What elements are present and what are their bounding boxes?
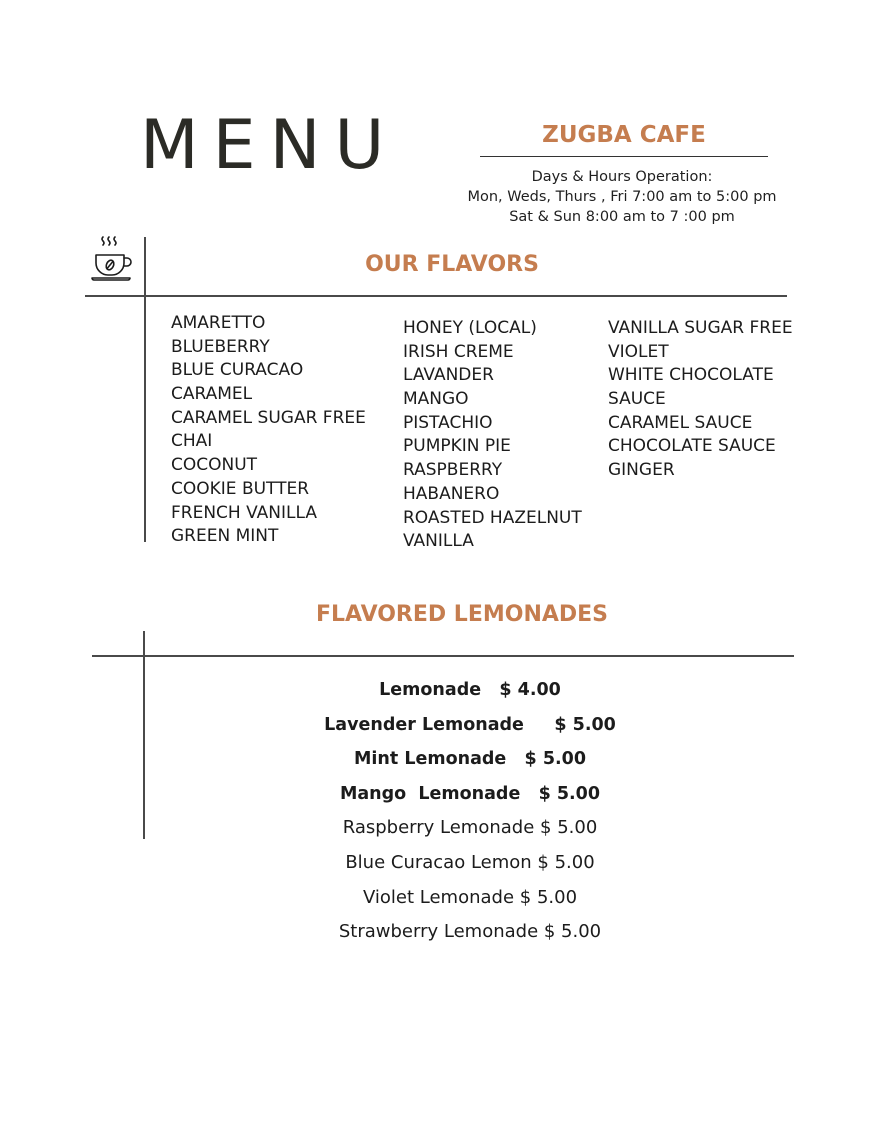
flavor-item: BLUE CURACAO [171, 360, 304, 381]
flavor-item: PUMPKIN PIE [403, 436, 511, 457]
flavor-item: FRENCH VANILLA [171, 502, 317, 523]
hours-weekend: Sat & Sun 8:00 am to 7 :00 pm [509, 209, 735, 225]
lemonade-item: Mint Lemonade $ 5.00 [354, 749, 586, 770]
lemonade-price-list [270, 673, 670, 950]
lemonade-item: Blue Curacao Lemon $ 5.00 [345, 851, 595, 873]
flavor-item: ROASTED HAZELNUT [403, 507, 582, 528]
flavor-item: VANILLA SUGAR FREE [608, 318, 793, 338]
flavors-column-2 [403, 317, 582, 554]
flavor-item: VANILLA [403, 531, 474, 552]
flavor-item: CARAMEL SAUCE [608, 412, 753, 433]
flavors-section-title: OUR FLAVORS [365, 252, 539, 277]
lemonade-item: Strawberry Lemonade $ 5.00 [338, 921, 602, 943]
flavor-item: SAUCE [608, 389, 666, 410]
flavor-item: HONEY (LOCAL) [403, 318, 537, 338]
hours-weekday: Mon, Weds, Thurs , Fri 7:00 am to 5:00 pm [467, 189, 777, 205]
flavor-item: AMARETTO [171, 313, 266, 333]
flavor-item: IRISH CREME [403, 341, 514, 362]
menu-title: MENU [140, 106, 399, 185]
flavor-item: HABANERO [403, 483, 500, 504]
lemonade-item: Mango Lemonade $ 5.00 [339, 783, 601, 804]
lemonades-vertical-rule [143, 631, 145, 839]
lemonade-item: Raspberry Lemonade $ 5.00 [342, 817, 598, 839]
flavor-item: COOKIE BUTTER [171, 478, 310, 499]
flavors-vertical-rule [144, 237, 146, 542]
coffee-cup-icon [88, 235, 136, 285]
flavor-item: CARAMEL SUGAR FREE [171, 407, 366, 428]
flavor-item: BLUEBERRY [171, 336, 270, 357]
flavor-item: PISTACHIO [403, 412, 493, 433]
flavor-item: MANGO [403, 389, 469, 410]
lemonades-horizontal-rule [92, 655, 794, 657]
flavor-item: RASPBERRY [403, 460, 503, 481]
cafe-name: ZUGBA CAFE [542, 122, 706, 148]
flavor-item: WHITE CHOCOLATE [608, 365, 774, 386]
flavor-item: GREEN MINT [171, 526, 279, 547]
flavor-item: CHOCOLATE SAUCE [608, 436, 776, 457]
lemonade-item: Violet Lemonade $ 5.00 [362, 886, 578, 908]
flavor-item: LAVANDER [403, 365, 494, 386]
flavors-horizontal-rule [85, 295, 787, 297]
flavor-item: GINGER [608, 460, 675, 481]
flavor-item: COCONUT [171, 455, 258, 476]
flavor-item: CHAI [171, 431, 213, 452]
hours-label: Days & Hours Operation: [531, 169, 713, 185]
cafe-name-divider [480, 156, 768, 157]
flavor-item: CARAMEL [171, 384, 253, 405]
lemonade-item: Lavender Lemonade $ 5.00 [324, 714, 616, 735]
lemonade-item: Lemonade $ 4.00 [379, 680, 561, 700]
lemonades-section-title: FLAVORED LEMONADES [315, 602, 609, 627]
flavors-column-1 [171, 312, 366, 549]
flavor-item: VIOLET [608, 341, 669, 362]
flavors-column-3 [608, 317, 793, 483]
